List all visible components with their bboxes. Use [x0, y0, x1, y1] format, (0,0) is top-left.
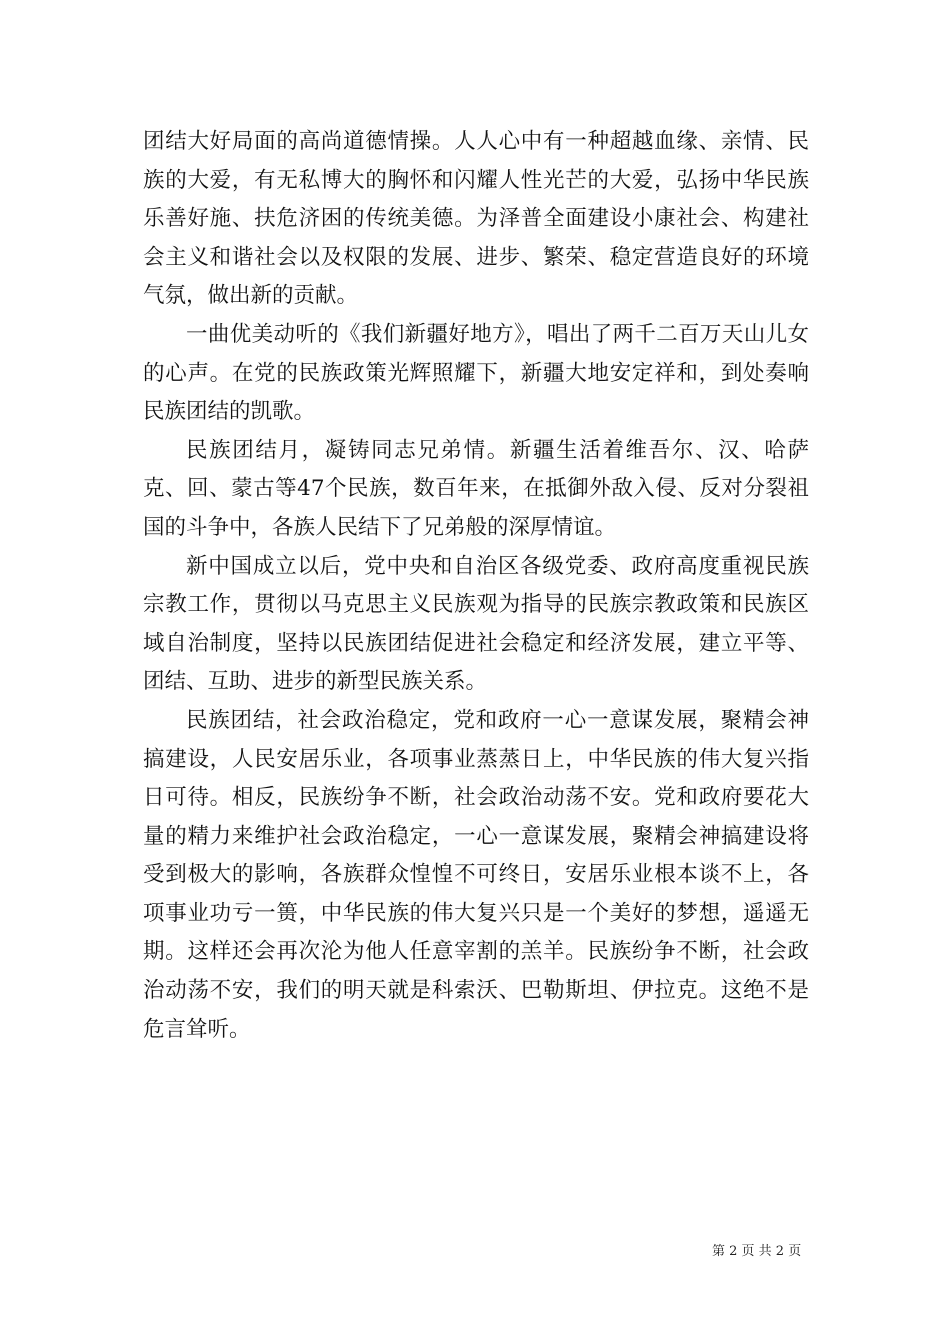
paragraph-3: 民族团结月，凝铸同志兄弟情。新疆生活着维吾尔、汉、哈萨克、回、蒙古等47个民族，数百年来，在抵御外敌入侵、反对分裂祖国的斗争中，各族人民结下了兄弟般的深厚情谊。 [143, 437, 809, 540]
document-body [143, 123, 809, 1049]
paragraph-5: 民族团结，社会政治稳定，党和政府一心一意谋发展，聚精会神搞建设，人民安居乐业，各项事业蒸蒸日上，中华民族的伟大复兴指日可待。相反，民族纷争不断，社会政治动荡不安。党和政府要花大量的精力来维护社会政治稳定，一心一意谋发展，聚精会神搞建设将受到极大的影响，各族群众惶惶不可终日，安居乐业根本谈不上，各项事业功亏一篑，中华民族的伟大复兴只是一个美好的梦想，遥遥无期。这样还会再次沦为他人任意宰割的羔羊。民族纷争不断，社会政治动荡不安，我们的明天就是科索沃、巴勒斯坦、伊拉克。这绝不是危言耸听。 [143, 707, 809, 1042]
paragraph-2: 一曲优美动听的《我们新疆好地方》，唱出了两千二百万天山儿女的心声。在党的民族政策光辉照耀下，新疆大地安定祥和，到处奏响民族团结的凯歌。 [143, 321, 809, 425]
paragraph-4: 新中国成立以后，党中央和自治区各级党委、政府高度重视民族宗教工作，贯彻以马克思主义民族观为指导的民族宗教政策和民族区域自治制度，坚持以民族团结促进社会稳定和经济发展，建立平等、团结、互助、进步的新型民族关系。 [143, 553, 809, 695]
paragraph-1: 团结大好局面的高尚道德情操。人人心中有一种超越血缘、亲情、民族的大爱，有无私博大的胸怀和闪耀人性光芒的大爱，弘扬中华民族乐善好施、扶危济困的传统美德。为泽普全面建设小康社会、构建社会主义和谐社会以及权限的发展、进步、繁荣、稳定营造良好的环境气氛，做出新的贡献。 [143, 129, 809, 309]
page-number-footer: 第 2 页 共 2 页 [712, 1244, 802, 1259]
